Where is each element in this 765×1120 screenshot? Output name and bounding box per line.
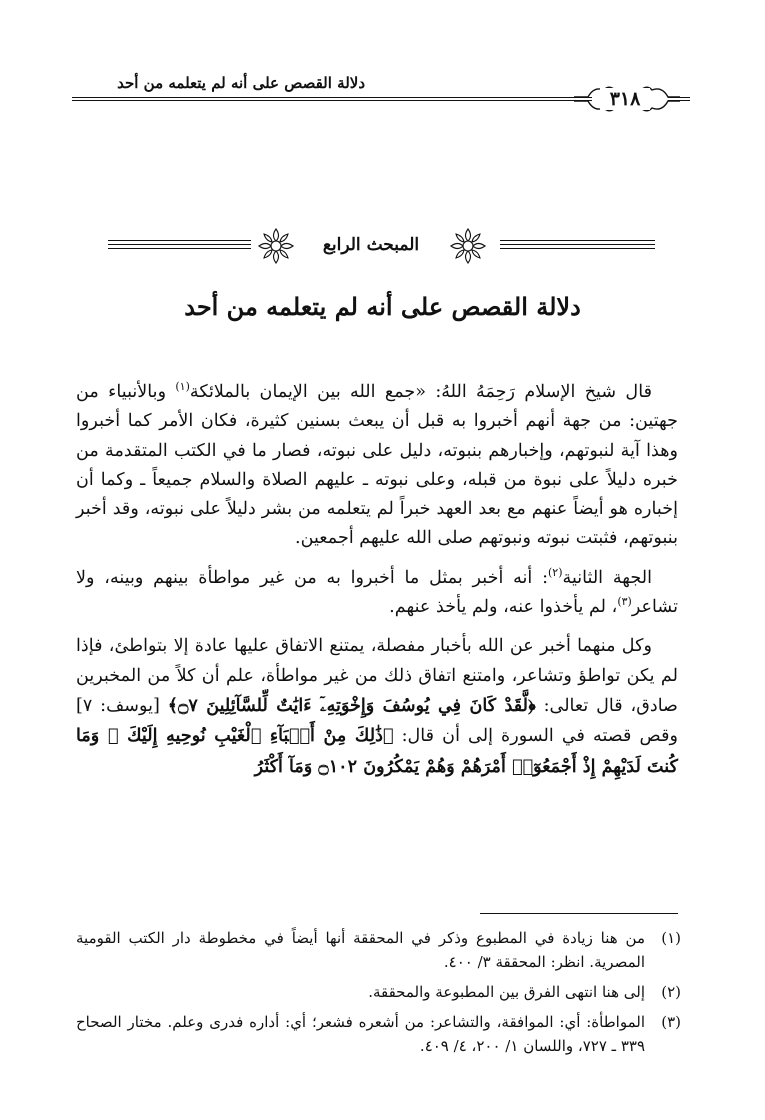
text-run: الجهة الثانية — [562, 567, 652, 588]
band-line-left — [108, 240, 251, 241]
quran-verse: ﴿لَّقَدْ كَانَ فِي يُوسُفَ وَإِخْوَتِهِۦٓ ءَايَٰتٌ لِّلسَّآئِلِينَ ۝٧﴾ — [167, 694, 536, 716]
quran-verse: ﴿ذَٰلِكَ مِنْ أَنۢبَآءِ ٱلْغَيْبِ نُوحِيهِ إِلَيْكَ ۖ وَمَا كُنتَ لَدَيْهِمْ إِذْ أَجْمَعُوٓا۟ أَمْرَهُمْ وَهُمْ يَمْكُرُونَ ۝١٠٢ وَمَآ أَكْثَرُ — [76, 725, 678, 777]
footnote-text: المواطأة: أي: الموافقة، والتشاعر: من أشعره فشعر؛ أي: أداره فدرى وعلم. مختار الصحاح ٣٣٩ ـ ٧٢٧، واللسان ١/ ٢٠٠، ٤/ ٤٠٩. — [76, 1013, 645, 1055]
header-rule — [72, 97, 592, 98]
paragraph — [76, 564, 678, 623]
header-rule-thin — [72, 100, 592, 101]
band-line-right-2 — [500, 244, 655, 245]
body-text — [76, 378, 678, 792]
text-run: قال شيخ الإسلام رَحِمَهُ اللهُ: «جمع الله بين الإيمان بالملائكة — [189, 382, 652, 402]
footnote-text: من هنا زيادة في المطبوع وذكر في المحققة أنها أيضاً في مخطوطة دار الكتب القومية المصرية. انظر: المحققة ٣/ ٤٠٠. — [76, 929, 645, 971]
footnote-separator — [480, 913, 678, 914]
footnote-text: إلى هنا انتهى الفرق بين المطبوعة والمحققة. — [368, 983, 645, 1001]
footnote-ref: (٣) — [617, 595, 632, 609]
footnote-number: (١) — [661, 929, 681, 947]
flower-ornament-icon — [256, 226, 296, 266]
footnote-ref: (٢) — [548, 565, 563, 579]
band-line-right-3 — [500, 248, 655, 249]
band-line-left-3 — [108, 248, 251, 249]
section-label: المبحث الرابع — [322, 235, 420, 255]
paragraph — [76, 632, 678, 781]
header-tail-rule-thin — [668, 100, 690, 101]
footnote-ref: (١) — [175, 380, 190, 394]
band-line-left-2 — [108, 244, 251, 245]
running-title: دلالة القصص على أنه لم يتعلمه من أحد — [117, 74, 365, 92]
footnote-number: (٣) — [661, 1013, 681, 1031]
footnotes — [76, 926, 681, 1064]
footnote-number: (٢) — [661, 983, 681, 1001]
footnote — [76, 980, 681, 1004]
text-run: ، لم يأخذوا عنه، ولم يأخذ عنهم. — [389, 597, 618, 618]
footnote — [76, 926, 681, 974]
section-title: دلالة القصص على أنه لم يتعلمه من أحد — [184, 292, 581, 321]
text-run: [يوسف: ٧] وقص قصته في السورة إلى أن قال: — [76, 695, 678, 747]
page-number: ٣١٨ — [600, 88, 650, 110]
footnote — [76, 1010, 681, 1058]
text-run: وكل منهما أخبر عن الله بأخبار مفصلة، يمتنع الاتفاق عليها عادة إلا بتواطئ، فإذا لم يكن تواطؤ وتشاعر، وامتنع اتفاق ذلك من غير مواطأة، علم أن كلاً من المخبرين صادق، قال تعالى: — [76, 636, 679, 716]
header-tail-rule — [668, 97, 690, 98]
paragraph — [76, 378, 678, 554]
flower-ornament-icon — [448, 226, 488, 266]
text-run: : أنه أخبر بمثل ما أخبروا به من غير مواطأة بينهم وبينه، ولا تشاعر — [76, 567, 678, 618]
band-line-right — [500, 240, 655, 241]
text-run: وبالأنبياء من جهتين: من جهة أنهم أخبروا به قبل أن يبعث بسنين كثيرة، فكان الأمر كما أخبروا وهذا آية لنبوتهم، وإخبارهم بنبوته، دليل على نبوته، فصار ما في الكتب المتقدمة من خبره دليلاً على نبوة من قبله، وعلى نبوته ـ عليهم الصلاة والسلام جميعاً ـ وكما أن إخباره هو أيضاً عنهم مع بعد العهد خبراً لم يتعلمه من بشر دليلاً على نبوته، وقد أخبر بنبوتهم، فثبتت نبوته ونبوتهم صلى الله عليهم أجمعين. — [76, 382, 678, 549]
